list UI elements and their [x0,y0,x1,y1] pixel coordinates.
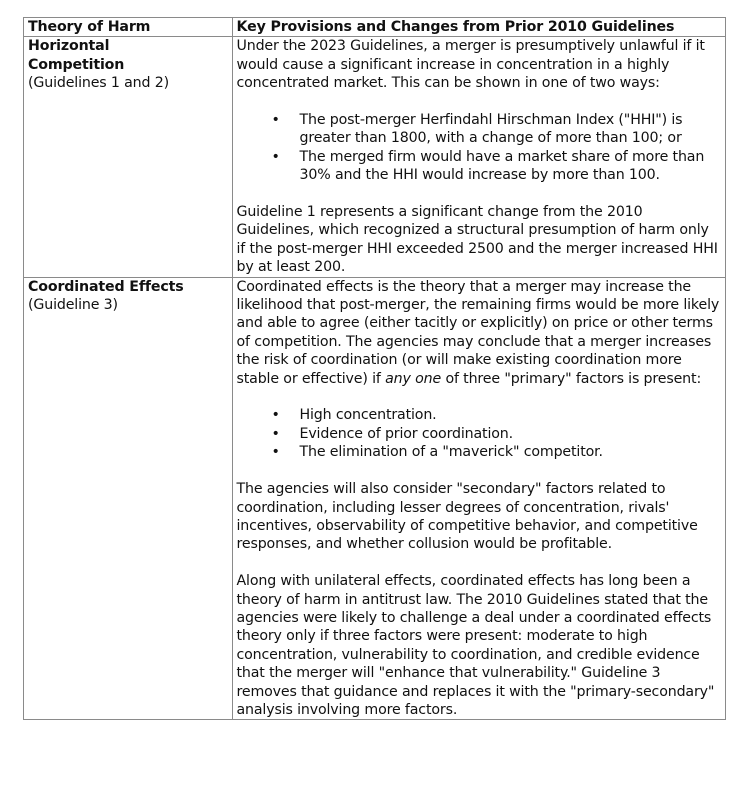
list-item: • The merged firm would have a market share of more than 30% and the HHI would increase by more than 100. [237,148,722,185]
list-item: • The post-merger Herfindahl Hirschman Index ("HHI") is greater than 1800, with a change of more than 100; or [237,111,722,148]
provisions-cell [232,277,726,720]
provisions-intro [237,278,722,388]
theory-guideline-ref: (Guidelines 1 and 2) [28,75,170,92]
theory-cell [24,277,233,720]
list-item: • High concentration. [237,406,722,424]
provisions-intro: Under the 2023 Guidelines, a merger is presumptively unlawful if it would cause a significant increase in concentration in a highly concentrated market. This can be shown in one of two ways: [236,38,705,92]
theory-cell [24,37,233,277]
intro-emphasis: any one [385,370,442,387]
theory-guideline-ref: (Guideline 3) [28,297,118,314]
provisions-cell [232,37,726,277]
primary-factors-list [237,406,722,461]
table-header-row [24,18,726,37]
theory-title: Coordinated Effects [28,278,184,295]
theory-title-line1: Horizontal [28,38,110,55]
table-row-coordinated-effects [24,277,726,720]
provisions-bullet-list [237,111,722,185]
list-item: • Evidence of prior coordination. [237,425,722,443]
provisions-closing: Along with unilateral effects, coordinated effects has long been a theory of harm in antitrust law. The 2010 Guidelines stated that the agencies were likely to challenge a deal under a coordinated effects theory only if three factors were present: moderate to high concentration, vulnerability to coordination, and credible evidence that the merger will "enhance that vulnerability." Guideline 3 removes that guidance and replaces it with the "primary-secondary" analysis involving more factors. [236,573,715,718]
header-key-provisions: Key Provisions and Changes from Prior 2010 Guidelines [232,18,726,37]
theory-of-harm-table [23,17,726,720]
theory-title-line2: Competition [28,56,125,73]
table-row-horizontal-competition [24,37,726,277]
header-theory-of-harm: Theory of Harm [24,18,233,37]
intro-text-part2: of three "primary" factors is present: [441,370,702,387]
secondary-factors-paragraph: The agencies will also consider "secondary" factors related to coordination, including lesser degrees of concentration, rivals' incentives, observability of competitive behavior, and competitive responses, and whether collusion would be profitable. [236,481,698,553]
list-item: • The elimination of a "maverick" competitor. [237,443,722,461]
provisions-closing: Guideline 1 represents a significant change from the 2010 Guidelines, which recognized a structural presumption of harm only if the post-merger HHI exceeded 2500 and the merger increased HHI by at least 200. [236,204,718,276]
intro-text-part1: Coordinated effects is the theory that a merger may increase the likelihood that post-merger, the remaining firms would be more likely and able to agree (either tacitly or explicitly) on price or other terms of competition. The agencies may conclude that a merger increases the risk of coordination (or will make existing coordination more stable or effective) if [236,278,720,387]
